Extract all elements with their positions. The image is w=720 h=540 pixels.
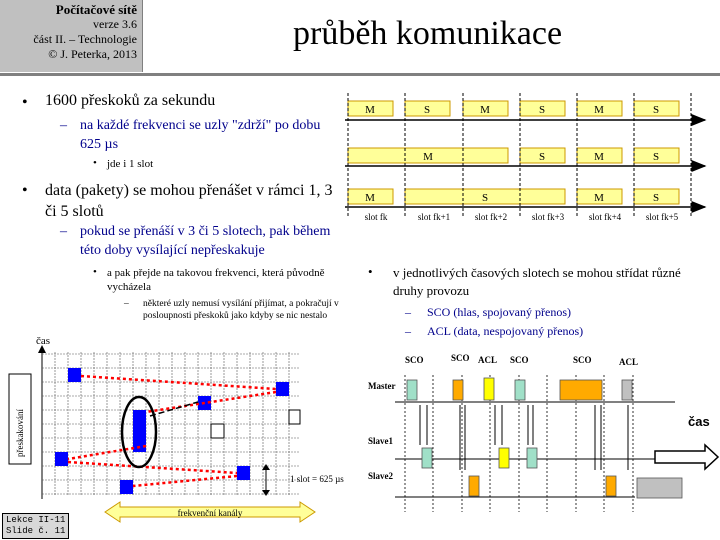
traffic-type-label: SCO [510, 355, 529, 365]
master-acl-long-slot [560, 380, 602, 400]
dash-icon: – [124, 299, 129, 309]
bullet-dot: • [93, 157, 97, 169]
sub-sub-sub-bullet-nodes: některé uzly nemusí vysílání přijímat, a pokračují v posloupnosti přeskoků jako kdyby se nic nestalo [143, 299, 339, 321]
slide-number: Slide č. 11 [6, 526, 66, 536]
master-sco-slot [515, 380, 525, 400]
dash-icon: – [405, 324, 411, 338]
slot-time-label: slot fk+2 [474, 212, 508, 222]
slot-label: M [594, 151, 604, 163]
slot-label: S [652, 104, 660, 116]
slave2-slot [606, 476, 616, 496]
slot-label: M [365, 104, 375, 116]
hop-axis-label: přeskakování [15, 409, 25, 457]
slave1-acl-slot [499, 448, 509, 468]
skipped-slot [211, 424, 224, 438]
dash-icon: – [405, 305, 411, 319]
master-sco-slot [453, 380, 463, 400]
row-label-master: Master [368, 381, 396, 391]
slot-label: S [652, 151, 660, 163]
slots-diagram [343, 88, 720, 228]
traffic-type-label: SCO [573, 355, 592, 365]
slide-info-box [2, 513, 69, 539]
sub-bullet-sco: SCO (hlas, spojovaný přenos) [427, 305, 571, 319]
time-axis-label: čas [36, 335, 51, 347]
hop-block [276, 382, 289, 396]
time-arrow-label: čas [688, 414, 710, 429]
slot-label: S [423, 104, 431, 116]
title-bar [143, 0, 720, 72]
slave2-slot [469, 476, 479, 496]
slot-duration-note: 1 slot = 625 µs [290, 474, 344, 484]
version-label: verze 3.6 [93, 17, 137, 31]
hop-block [55, 452, 68, 466]
part-label: část II. – Technologie [33, 32, 137, 46]
freq-axis-label: frekvenční kanály [177, 508, 243, 518]
slot-label: S [538, 104, 546, 116]
dash-icon: – [60, 118, 67, 133]
slot-time-label: slot fk+5 [645, 212, 679, 222]
slot-time-label: slot fk+4 [588, 212, 622, 222]
slot-label: S [538, 151, 546, 163]
traffic-chart [365, 350, 720, 520]
bullet-dot: • [22, 94, 28, 111]
lecture-label: Lekce II-11 [6, 515, 66, 525]
header-info-box [0, 0, 143, 72]
row-label-slave2: Slave2 [368, 471, 394, 481]
sub-sub-bullet-one-slot: jde i 1 slot [107, 158, 154, 170]
hop-block [68, 368, 81, 382]
slave2-acl-slot [637, 478, 682, 498]
course-name: Počítačové sítě [55, 2, 137, 17]
page-title: průběh komunikace [293, 15, 563, 52]
traffic-type-label: SCO [405, 355, 424, 365]
author-label: © J. Peterka, 2013 [48, 47, 137, 61]
bullet-dot: • [368, 264, 373, 279]
slot-label: M [594, 104, 604, 116]
skipped-slot [289, 410, 300, 424]
bullet-traffic: v jednotlivých časových slotech se mohou střídat různé druhy provozu [393, 265, 681, 298]
bullet-dot: • [93, 266, 97, 278]
hop-chart [0, 334, 365, 534]
slot-time-label: slot fk+3 [531, 212, 565, 222]
traffic-type-label: ACL [478, 355, 498, 365]
master-sco-slot [407, 380, 417, 400]
slot-label: S [652, 192, 660, 204]
dash-icon: – [60, 224, 67, 239]
slot-label: M [594, 192, 604, 204]
traffic-type-label: ACL [619, 357, 639, 367]
slot-label: M [423, 151, 433, 163]
slave1-sco-slot [422, 448, 432, 468]
sub-bullet-stay: na každé frekvenci se uzly "zdrží" po dobu 625 µs [80, 118, 321, 152]
slave1-sco-slot [527, 448, 537, 468]
hop-block [237, 466, 250, 480]
slot-label: M [480, 104, 490, 116]
sub-bullet-acl: ACL (data, nespojovaný přenos) [427, 324, 584, 338]
slot-label: M [365, 192, 375, 204]
traffic-type-label: SCO [451, 353, 470, 363]
header-divider [0, 73, 720, 76]
master-acl-slot [484, 378, 494, 400]
bullet-packets: data (pakety) se mohou přenášet v rámci 1, 3 či 5 slotů [45, 182, 333, 220]
bullet-dot: • [22, 182, 28, 199]
master-acl-slot [622, 380, 632, 400]
row-label-slave1: Slave1 [368, 436, 394, 446]
hop-block [120, 480, 133, 494]
sub-sub-bullet-next-freq: a pak přejde na takovou frekvenci, která původně vycházela [107, 267, 325, 293]
sub-bullet-no-hop: pokud se přenáší v 3 či 5 slotech, pak během této doby vysílající nepřeskakuje [80, 224, 331, 258]
slot-label: S [481, 192, 489, 204]
time-arrow [655, 445, 718, 469]
slot-time-label: slot fk+1 [417, 212, 451, 222]
bullet-hops: 1600 přeskoků za sekundu [45, 92, 216, 109]
slot-time-label: slot fk [364, 212, 388, 222]
